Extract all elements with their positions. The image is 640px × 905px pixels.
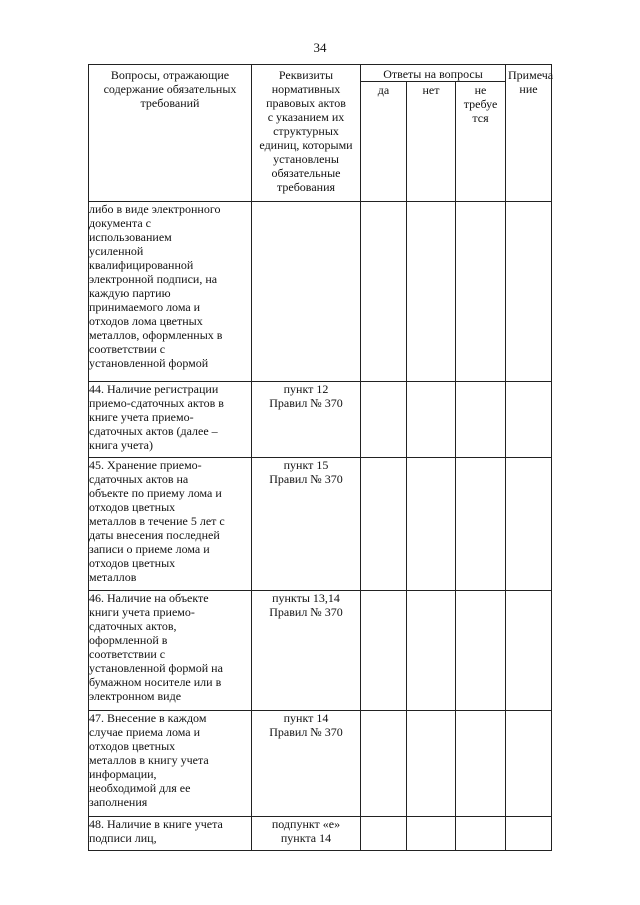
question-cell: 46. Наличие на объекте книги учета приемо- сдаточных актов, оформленной в соответствии с установленной формой на бумажном носителе или в электронном виде [89, 591, 252, 711]
note-cell [506, 817, 552, 851]
table-header-row [89, 65, 552, 82]
table-row [89, 711, 552, 817]
answer-yes-cell [361, 591, 407, 711]
answer-not-required-cell [456, 817, 506, 851]
answer-yes-cell [361, 458, 407, 591]
header-no: нет [407, 82, 456, 202]
answer-not-required-cell [456, 382, 506, 458]
answer-not-required-cell [456, 711, 506, 817]
answer-not-required-cell [456, 458, 506, 591]
answer-no-cell [407, 202, 456, 382]
answer-no-cell [407, 817, 456, 851]
answer-yes-cell [361, 817, 407, 851]
requirements-checklist-table [88, 64, 552, 851]
header-yes: да [361, 82, 407, 202]
page-number: 34 [313, 40, 327, 55]
header-answers: Ответы на вопросы [361, 65, 506, 82]
table-row [89, 591, 552, 711]
question-cell: 48. Наличие в книге учета подписи лиц, [89, 817, 252, 851]
answer-no-cell [407, 382, 456, 458]
answer-yes-cell [361, 711, 407, 817]
answer-no-cell [407, 711, 456, 817]
table-row [89, 817, 552, 851]
answer-not-required-cell [456, 591, 506, 711]
table-row [89, 202, 552, 382]
header-not-required: не требуе тся [456, 82, 506, 202]
header-requisites: Реквизиты нормативных правовых актов с указанием их структурных единиц, которыми установлены обязательные требования [252, 65, 361, 202]
header-questions: Вопросы, отражающие содержание обязательных требований [89, 65, 252, 202]
table-row [89, 458, 552, 591]
answer-yes-cell [361, 202, 407, 382]
question-cell: либо в виде электронного документа с использованием усиленной квалифицированной электронной подписи, на каждую партию принимаемого лома и отходов лома цветных металлов, оформленных в соответствии с установленной формой [89, 202, 252, 382]
note-cell [506, 458, 552, 591]
answer-no-cell [407, 591, 456, 711]
reference-cell: пункты 13,14 Правил № 370 [252, 591, 361, 711]
answer-yes-cell [361, 382, 407, 458]
answer-not-required-cell [456, 202, 506, 382]
question-cell: 45. Хранение приемо- сдаточных актов на объекте по приему лома и отходов цветных металлов в течение 5 лет с даты внесения последней записи о приеме лома и отходов цветных металлов [89, 458, 252, 591]
table-row [89, 382, 552, 458]
reference-cell: пункт 14 Правил № 370 [252, 711, 361, 817]
note-cell [506, 591, 552, 711]
reference-cell: пункт 15 Правил № 370 [252, 458, 361, 591]
reference-cell: пункт 12 Правил № 370 [252, 382, 361, 458]
question-cell: 47. Внесение в каждом случае приема лома и отходов цветных металлов в книгу учета информации, необходимой для ее заполнения [89, 711, 252, 817]
note-cell [506, 382, 552, 458]
header-note: Примеча ние [506, 65, 552, 202]
note-cell [506, 202, 552, 382]
reference-cell: подпункт «е» пункта 14 [252, 817, 361, 851]
answer-no-cell [407, 458, 456, 591]
reference-cell [252, 202, 361, 382]
note-cell [506, 711, 552, 817]
question-cell: 44. Наличие регистрации приемо-сдаточных актов в книге учета приемо- сдаточных актов (далее – книга учета) [89, 382, 252, 458]
